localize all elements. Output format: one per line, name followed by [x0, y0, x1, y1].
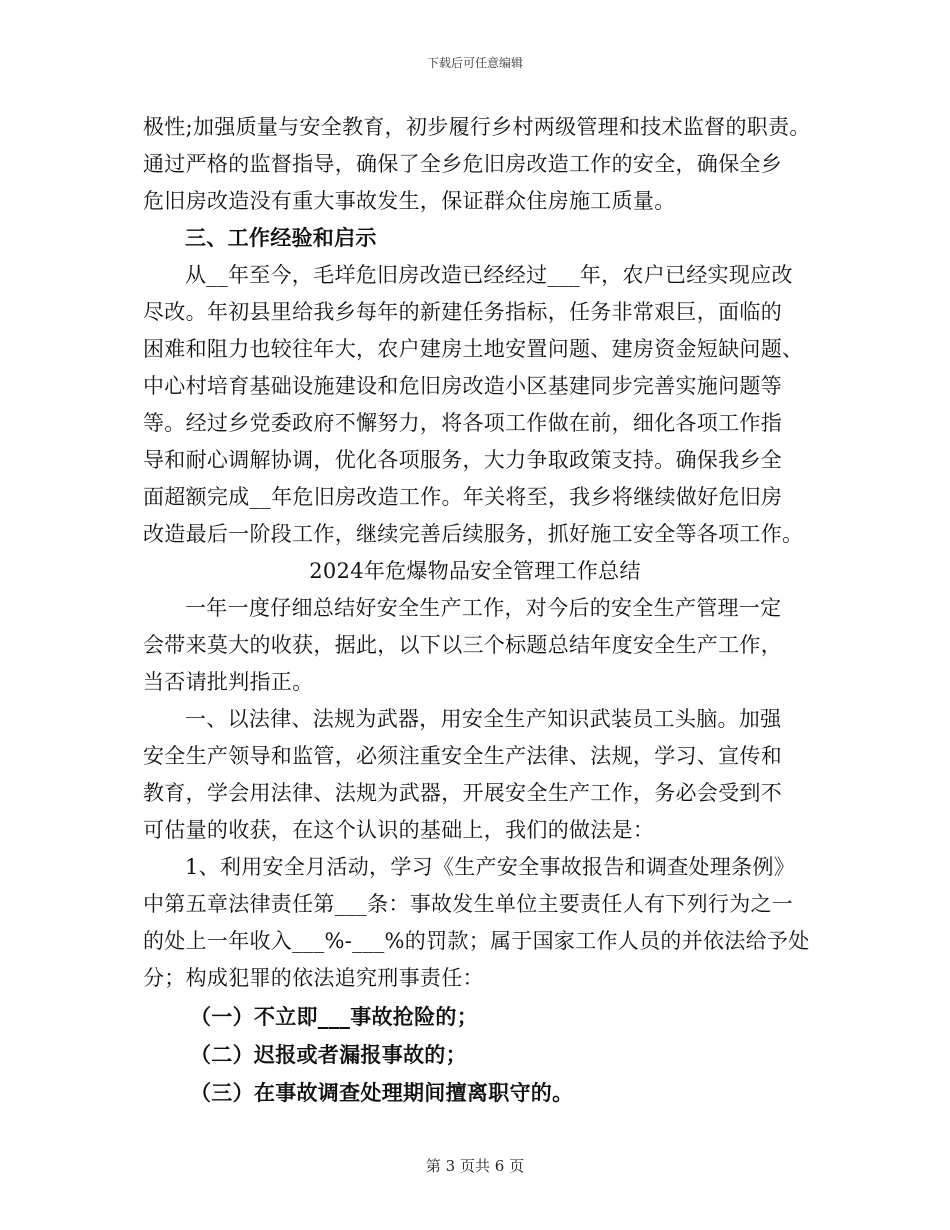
paragraph-line: 导和耐心调解协调，优化各项服务，大力争取政策支持。确保我乡全 [143, 448, 782, 472]
paragraph-line: 极性;加强质量与安全教育，初步履行乡村两级管理和技术监督的职责。 [143, 115, 811, 139]
paragraph-line: 中第五章法律责任第___条：事故发生单位主要责任人有下列行为之一 [143, 892, 794, 916]
page-number: 第 3 页共 6 页 [425, 1157, 525, 1175]
paragraph-line: 安全生产领导和监管，必须注重安全生产法律、法规，学习、宣传和 [143, 744, 782, 768]
paragraph-line: 可估量的收获，在这个认识的基础上，我们的做法是： [143, 818, 655, 842]
list-item: （一）不立即___事故抢险的； [190, 1004, 478, 1029]
paragraph-line: 通过严格的监督指导，确保了全乡危旧房改造工作的安全，确保全乡 [143, 152, 782, 176]
paragraph-line: 中心村培育基础设施建设和危旧房改造小区基建同步完善实施问题等 [143, 374, 782, 398]
paragraph-line: 的处上一年收入___%-___%的罚款；属于国家工作人员的并依法给予处 [143, 929, 810, 953]
document-title: 2024年危爆物品安全管理工作总结 [309, 559, 641, 583]
paragraph-line: 危旧房改造没有重大事故发生，保证群众住房施工质量。 [143, 189, 676, 213]
section-heading: 三、工作经验和启示 [185, 225, 377, 250]
paragraph-line: 一、以法律、法规为武器，用安全生产知识武装员工头脑。加强 [185, 707, 782, 731]
page-header-note: 下载后可任意编辑 [426, 56, 523, 70]
paragraph-line: 一年一度仔细总结好安全生产工作，对今后的安全生产管理一定 [185, 596, 782, 620]
paragraph-line: 面超额完成__年危旧房改造工作。年关将至，我乡将继续做好危旧房 [143, 485, 783, 509]
paragraph-line: 改造最后一阶段工作，继续完善后续服务，抓好施工安全等各项工作。 [143, 522, 804, 546]
paragraph-line: 等。经过乡党委政府不懈努力，将各项工作做在前，细化各项工作指 [143, 411, 782, 435]
paragraph-line: 分；构成犯罪的依法追究刑事责任： [143, 966, 484, 990]
paragraph-line: 1、利用安全月活动，学习《生产安全事故报告和调查处理条例》 [185, 855, 796, 879]
list-item: （二）迟报或者漏报事故的； [190, 1042, 467, 1067]
paragraph-line: 尽改。年初县里给我乡每年的新建任务指标，任务非常艰巨，面临的 [143, 300, 782, 324]
paragraph-line: 从__年至今，毛垟危旧房改造已经经过___年，农户已经实现应改 [185, 263, 793, 287]
list-item: （三）在事故调查处理期间擅离职守的。 [190, 1080, 574, 1105]
paragraph-line: 会带来莫大的收获，据此，以下以三个标题总结年度安全生产工作， [143, 633, 782, 657]
paragraph-line: 困难和阻力也较往年大，农户建房土地安置问题、建房资金短缺问题、 [143, 337, 804, 361]
paragraph-line: 教育，学会用法律、法规为武器，开展安全生产工作，务必会受到不 [143, 781, 782, 805]
paragraph-line: 当否请批判指正。 [143, 670, 314, 694]
